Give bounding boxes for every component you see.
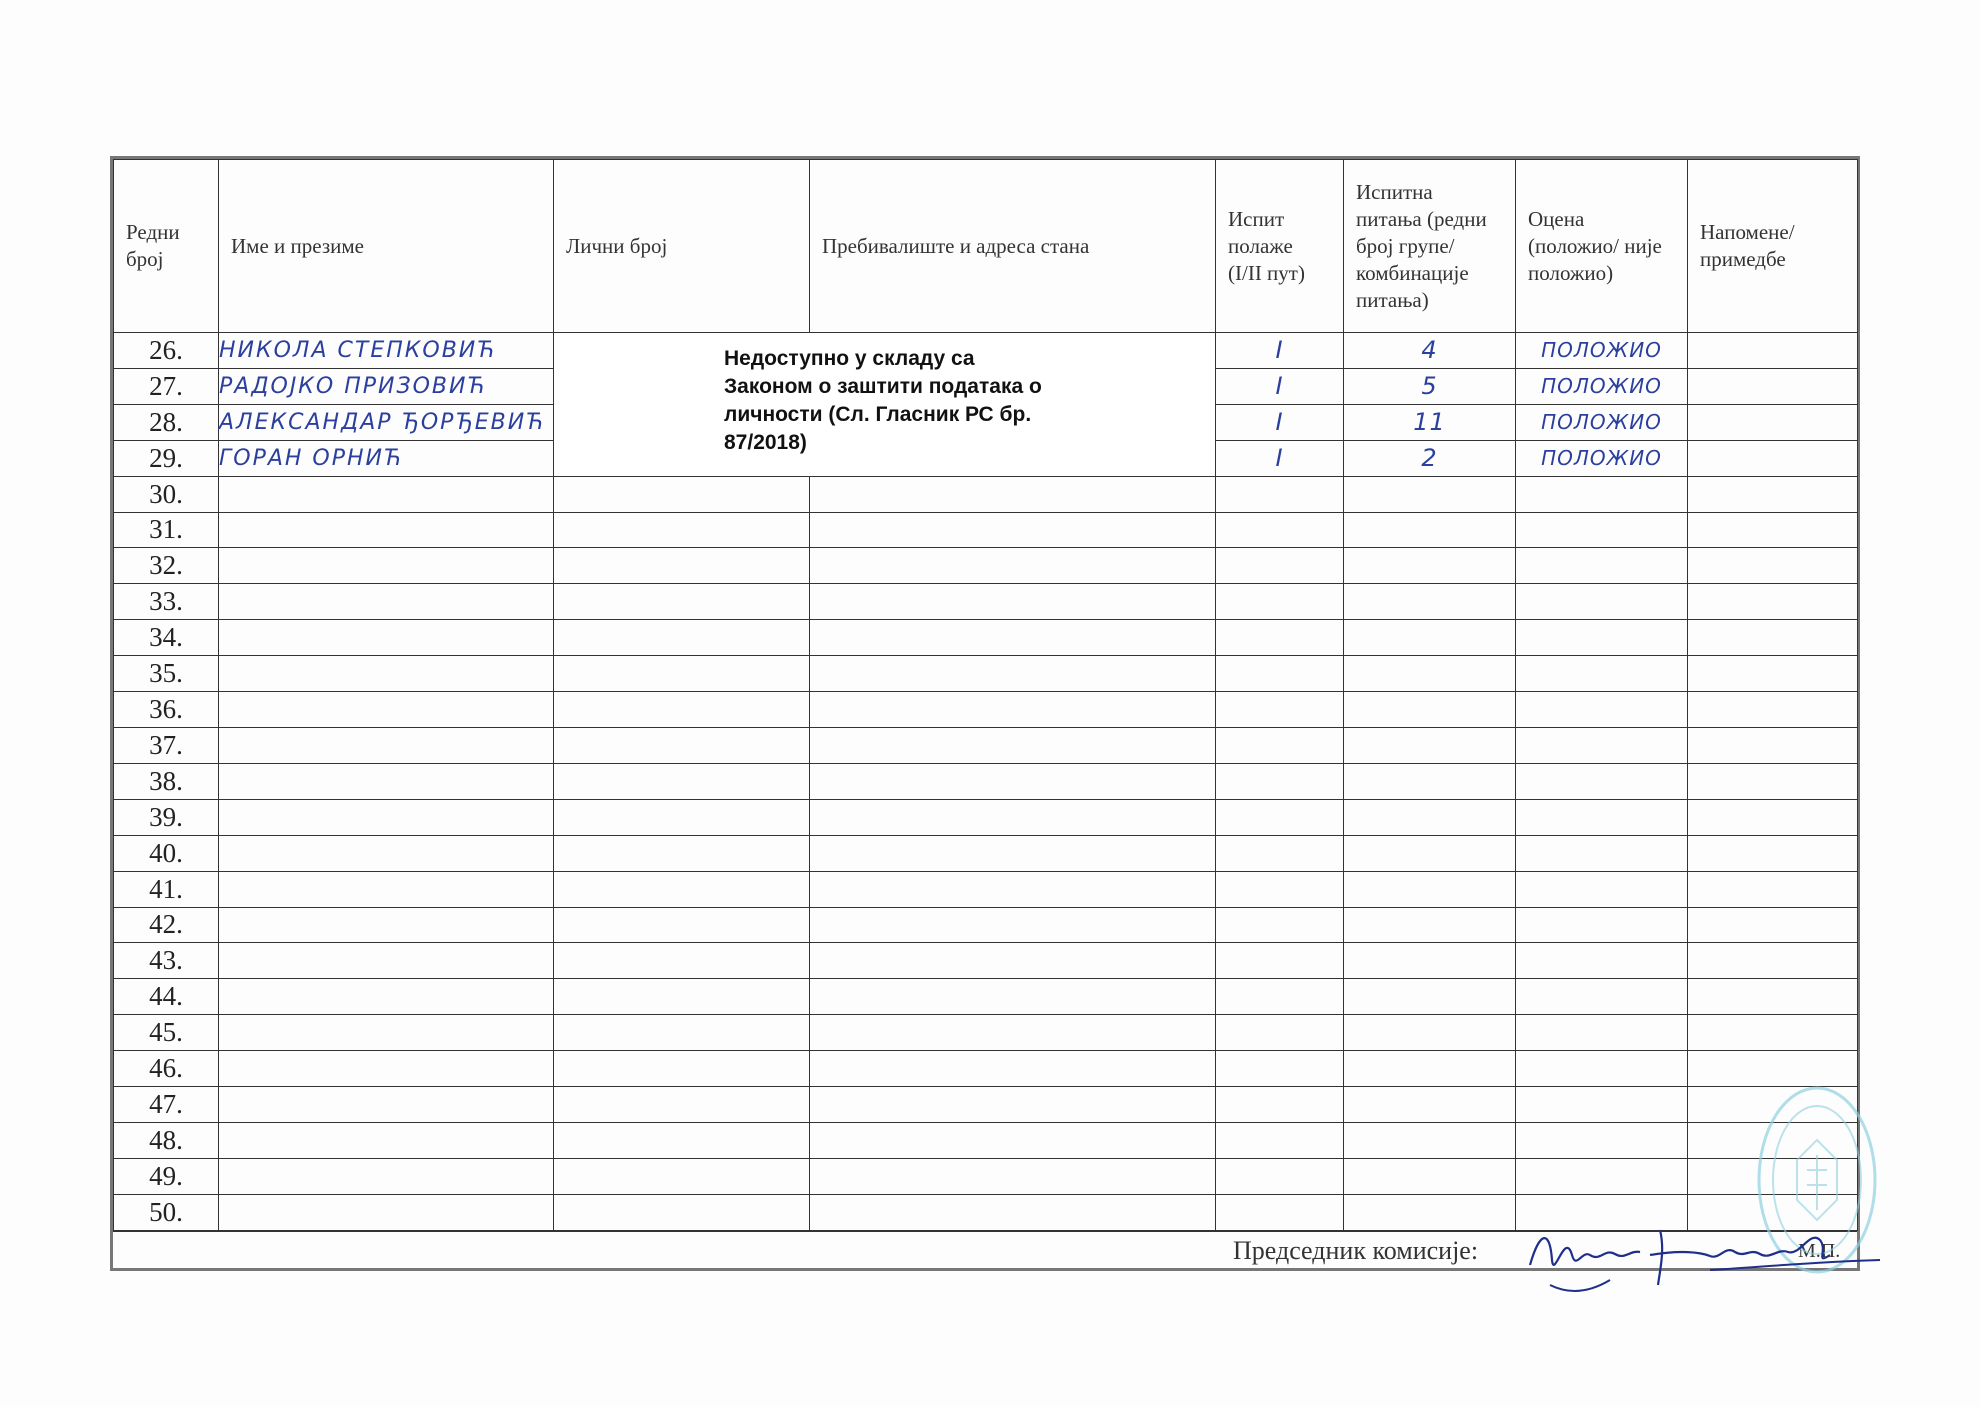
header-no: Редни број: [114, 160, 219, 333]
row-address: [810, 907, 1216, 943]
row-questions: [1344, 979, 1516, 1015]
row-grade: [1516, 979, 1688, 1015]
row-notes: [1688, 835, 1858, 871]
table-row: [114, 871, 1858, 907]
row-id: [554, 835, 810, 871]
row-questions: [1344, 476, 1516, 512]
table-row: [114, 620, 1858, 656]
row-grade: [1516, 656, 1688, 692]
row-address: [810, 620, 1216, 656]
row-name: [219, 512, 554, 548]
row-notes: [1688, 871, 1858, 907]
row-name: РАДОЈКО ПРИЗОВИЋ: [219, 368, 554, 404]
row-grade: [1516, 1051, 1688, 1087]
exam-table: [113, 159, 1858, 1231]
row-address: [810, 548, 1216, 584]
row-notes: [1688, 548, 1858, 584]
row-questions: 4: [1344, 333, 1516, 369]
row-number: 33.: [114, 584, 219, 620]
row-name: [219, 1087, 554, 1123]
row-attempt: [1216, 1194, 1344, 1230]
table-body: [114, 333, 1858, 1231]
row-attempt: [1216, 476, 1344, 512]
row-questions: [1344, 907, 1516, 943]
header-questions: Испитна питања (редни број групе/ комбинације питања): [1344, 160, 1516, 333]
table-row: [114, 907, 1858, 943]
row-number: 37.: [114, 727, 219, 763]
row-number: 47.: [114, 1087, 219, 1123]
row-attempt: [1216, 1122, 1344, 1158]
row-name: [219, 1015, 554, 1051]
row-questions: [1344, 727, 1516, 763]
row-questions: 11: [1344, 404, 1516, 440]
row-attempt: [1216, 727, 1344, 763]
row-questions: [1344, 656, 1516, 692]
row-attempt: [1216, 907, 1344, 943]
row-id: [554, 1015, 810, 1051]
row-grade: [1516, 1158, 1688, 1194]
row-id: [554, 584, 810, 620]
row-questions: 2: [1344, 440, 1516, 476]
row-grade: [1516, 1122, 1688, 1158]
row-grade: [1516, 871, 1688, 907]
row-questions: [1344, 512, 1516, 548]
row-grade: [1516, 512, 1688, 548]
row-id: [554, 1122, 810, 1158]
row-id: [554, 620, 810, 656]
row-name: [219, 907, 554, 943]
row-grade: [1516, 476, 1688, 512]
row-notes: [1688, 404, 1858, 440]
row-number: 44.: [114, 979, 219, 1015]
row-attempt: [1216, 548, 1344, 584]
table-row: [114, 943, 1858, 979]
table-row: [114, 763, 1858, 799]
row-number: 39.: [114, 799, 219, 835]
row-questions: [1344, 548, 1516, 584]
row-attempt: [1216, 584, 1344, 620]
row-attempt: I: [1216, 404, 1344, 440]
row-number: 45.: [114, 1015, 219, 1051]
row-questions: [1344, 943, 1516, 979]
row-attempt: [1216, 512, 1344, 548]
row-notes: [1688, 620, 1858, 656]
row-number: 42.: [114, 907, 219, 943]
header-name: Име и презиме: [219, 160, 554, 333]
row-name: [219, 656, 554, 692]
row-id: [554, 727, 810, 763]
row-id: [554, 943, 810, 979]
row-grade: [1516, 548, 1688, 584]
table-row: [114, 1051, 1858, 1087]
row-notes: [1688, 512, 1858, 548]
row-address: [810, 871, 1216, 907]
row-attempt: I: [1216, 440, 1344, 476]
row-number: 29.: [114, 440, 219, 476]
row-questions: [1344, 1194, 1516, 1230]
row-number: 48.: [114, 1122, 219, 1158]
row-notes: [1688, 799, 1858, 835]
redaction-notice: Недоступно у складу са Законом о заштити података о личности (Сл. Гласник РС бр. 87/2018): [724, 347, 1042, 454]
row-attempt: [1216, 620, 1344, 656]
table-row: [114, 799, 1858, 835]
header-id: Лични број: [554, 160, 810, 333]
table-row: [114, 1122, 1858, 1158]
row-notes: [1688, 476, 1858, 512]
row-address: [810, 1087, 1216, 1123]
row-name: АЛЕКСАНДАР ЂОРЂЕВИЋ: [219, 404, 554, 440]
president-label: Председник комисије:: [1233, 1236, 1479, 1265]
row-notes: [1688, 584, 1858, 620]
row-notes: [1688, 1015, 1858, 1051]
row-attempt: I: [1216, 333, 1344, 369]
table-row: [114, 512, 1858, 548]
row-questions: [1344, 799, 1516, 835]
row-notes: [1688, 440, 1858, 476]
row-name: [219, 943, 554, 979]
row-notes: [1688, 979, 1858, 1015]
row-number: 31.: [114, 512, 219, 548]
row-address: [810, 943, 1216, 979]
row-address: [810, 1158, 1216, 1194]
table-row: [114, 584, 1858, 620]
row-number: 26.: [114, 333, 219, 369]
row-number: 27.: [114, 368, 219, 404]
table-row: [114, 476, 1858, 512]
row-name: [219, 620, 554, 656]
row-grade: [1516, 1015, 1688, 1051]
row-grade: [1516, 943, 1688, 979]
row-grade: [1516, 799, 1688, 835]
row-name: [219, 548, 554, 584]
row-address: [810, 979, 1216, 1015]
row-address: [810, 1122, 1216, 1158]
row-questions: [1344, 1087, 1516, 1123]
row-attempt: [1216, 799, 1344, 835]
table-row: [114, 333, 1858, 369]
row-name: [219, 1158, 554, 1194]
row-notes: [1688, 368, 1858, 404]
row-name: [219, 727, 554, 763]
row-name: [219, 763, 554, 799]
row-address: [810, 476, 1216, 512]
president-signature: [1510, 1210, 1890, 1300]
table-row: [114, 1087, 1858, 1123]
table-row: [114, 692, 1858, 728]
row-number: 35.: [114, 656, 219, 692]
row-attempt: I: [1216, 368, 1344, 404]
row-address: [810, 584, 1216, 620]
row-id: [554, 1087, 810, 1123]
row-address: [810, 1194, 1216, 1230]
row-id: [554, 692, 810, 728]
row-attempt: [1216, 1051, 1344, 1087]
row-id: [554, 548, 810, 584]
row-grade: [1516, 620, 1688, 656]
row-address: [810, 799, 1216, 835]
row-attempt: [1216, 656, 1344, 692]
row-name: [219, 476, 554, 512]
row-attempt: [1216, 1015, 1344, 1051]
row-id: [554, 979, 810, 1015]
row-name: [219, 979, 554, 1015]
row-attempt: [1216, 943, 1344, 979]
row-id: [554, 656, 810, 692]
row-number: 30.: [114, 476, 219, 512]
row-grade: ПОЛОЖИО: [1516, 440, 1688, 476]
row-address: [810, 727, 1216, 763]
row-number: 36.: [114, 692, 219, 728]
row-name: [219, 692, 554, 728]
seal-label: М.П.: [1798, 1240, 1841, 1262]
row-name: [219, 1194, 554, 1230]
row-name: [219, 835, 554, 871]
row-number: 38.: [114, 763, 219, 799]
header-row: [114, 160, 1858, 333]
row-id: [554, 1158, 810, 1194]
row-attempt: [1216, 979, 1344, 1015]
row-questions: 5: [1344, 368, 1516, 404]
row-grade: [1516, 1087, 1688, 1123]
row-name: [219, 799, 554, 835]
row-notes: [1688, 692, 1858, 728]
table-row: [114, 1015, 1858, 1051]
row-questions: [1344, 1015, 1516, 1051]
row-id: [554, 512, 810, 548]
row-questions: [1344, 620, 1516, 656]
row-grade: ПОЛОЖИО: [1516, 368, 1688, 404]
table-row: [114, 727, 1858, 763]
row-attempt: [1216, 763, 1344, 799]
row-name: [219, 1051, 554, 1087]
row-notes: [1688, 333, 1858, 369]
row-questions: [1344, 1122, 1516, 1158]
row-grade: [1516, 907, 1688, 943]
row-id: [554, 763, 810, 799]
row-number: 43.: [114, 943, 219, 979]
row-notes: [1688, 727, 1858, 763]
row-grade: ПОЛОЖИО: [1516, 333, 1688, 369]
row-id: [554, 799, 810, 835]
row-grade: [1516, 835, 1688, 871]
header-notes: Напомене/ примедбе: [1688, 160, 1858, 333]
row-address: [810, 1015, 1216, 1051]
row-grade: [1516, 692, 1688, 728]
redacted-block: [554, 333, 1216, 477]
row-address: [810, 692, 1216, 728]
row-attempt: [1216, 835, 1344, 871]
row-id: [554, 907, 810, 943]
row-grade: ПОЛОЖИО: [1516, 404, 1688, 440]
row-grade: [1516, 584, 1688, 620]
row-address: [810, 1051, 1216, 1087]
row-number: 50.: [114, 1194, 219, 1230]
row-attempt: [1216, 871, 1344, 907]
row-address: [810, 656, 1216, 692]
row-number: 46.: [114, 1051, 219, 1087]
header-address: Пребивалиште и адреса стана: [810, 160, 1216, 333]
row-attempt: [1216, 692, 1344, 728]
row-name: НИКОЛА СТЕПКОВИЋ: [219, 333, 554, 369]
row-number: 41.: [114, 871, 219, 907]
row-number: 40.: [114, 835, 219, 871]
row-questions: [1344, 584, 1516, 620]
row-id: [554, 1051, 810, 1087]
row-notes: [1688, 656, 1858, 692]
table-row: [114, 656, 1858, 692]
row-questions: [1344, 692, 1516, 728]
row-name: [219, 1122, 554, 1158]
row-grade: [1516, 727, 1688, 763]
row-questions: [1344, 763, 1516, 799]
row-number: 49.: [114, 1158, 219, 1194]
table-row: [114, 979, 1858, 1015]
row-notes: [1688, 763, 1858, 799]
row-id: [554, 871, 810, 907]
row-attempt: [1216, 1087, 1344, 1123]
row-number: 32.: [114, 548, 219, 584]
row-number: 28.: [114, 404, 219, 440]
row-attempt: [1216, 1158, 1344, 1194]
table-row: [114, 1158, 1858, 1194]
exam-record-sheet: [110, 156, 1860, 1271]
row-name: [219, 871, 554, 907]
row-grade: [1516, 763, 1688, 799]
row-questions: [1344, 1158, 1516, 1194]
row-id: [554, 476, 810, 512]
row-address: [810, 835, 1216, 871]
header-grade: Оцена (положио/ није положио): [1516, 160, 1688, 333]
row-number: 34.: [114, 620, 219, 656]
row-notes: [1688, 943, 1858, 979]
row-questions: [1344, 871, 1516, 907]
row-questions: [1344, 835, 1516, 871]
header-attempt: Испит полаже (I/II пут): [1216, 160, 1344, 333]
row-address: [810, 512, 1216, 548]
row-questions: [1344, 1051, 1516, 1087]
row-notes: [1688, 907, 1858, 943]
row-address: [810, 763, 1216, 799]
row-name: [219, 584, 554, 620]
row-name: ГОРАН ОРНИЋ: [219, 440, 554, 476]
table-row: [114, 835, 1858, 871]
row-id: [554, 1194, 810, 1230]
table-row: [114, 548, 1858, 584]
